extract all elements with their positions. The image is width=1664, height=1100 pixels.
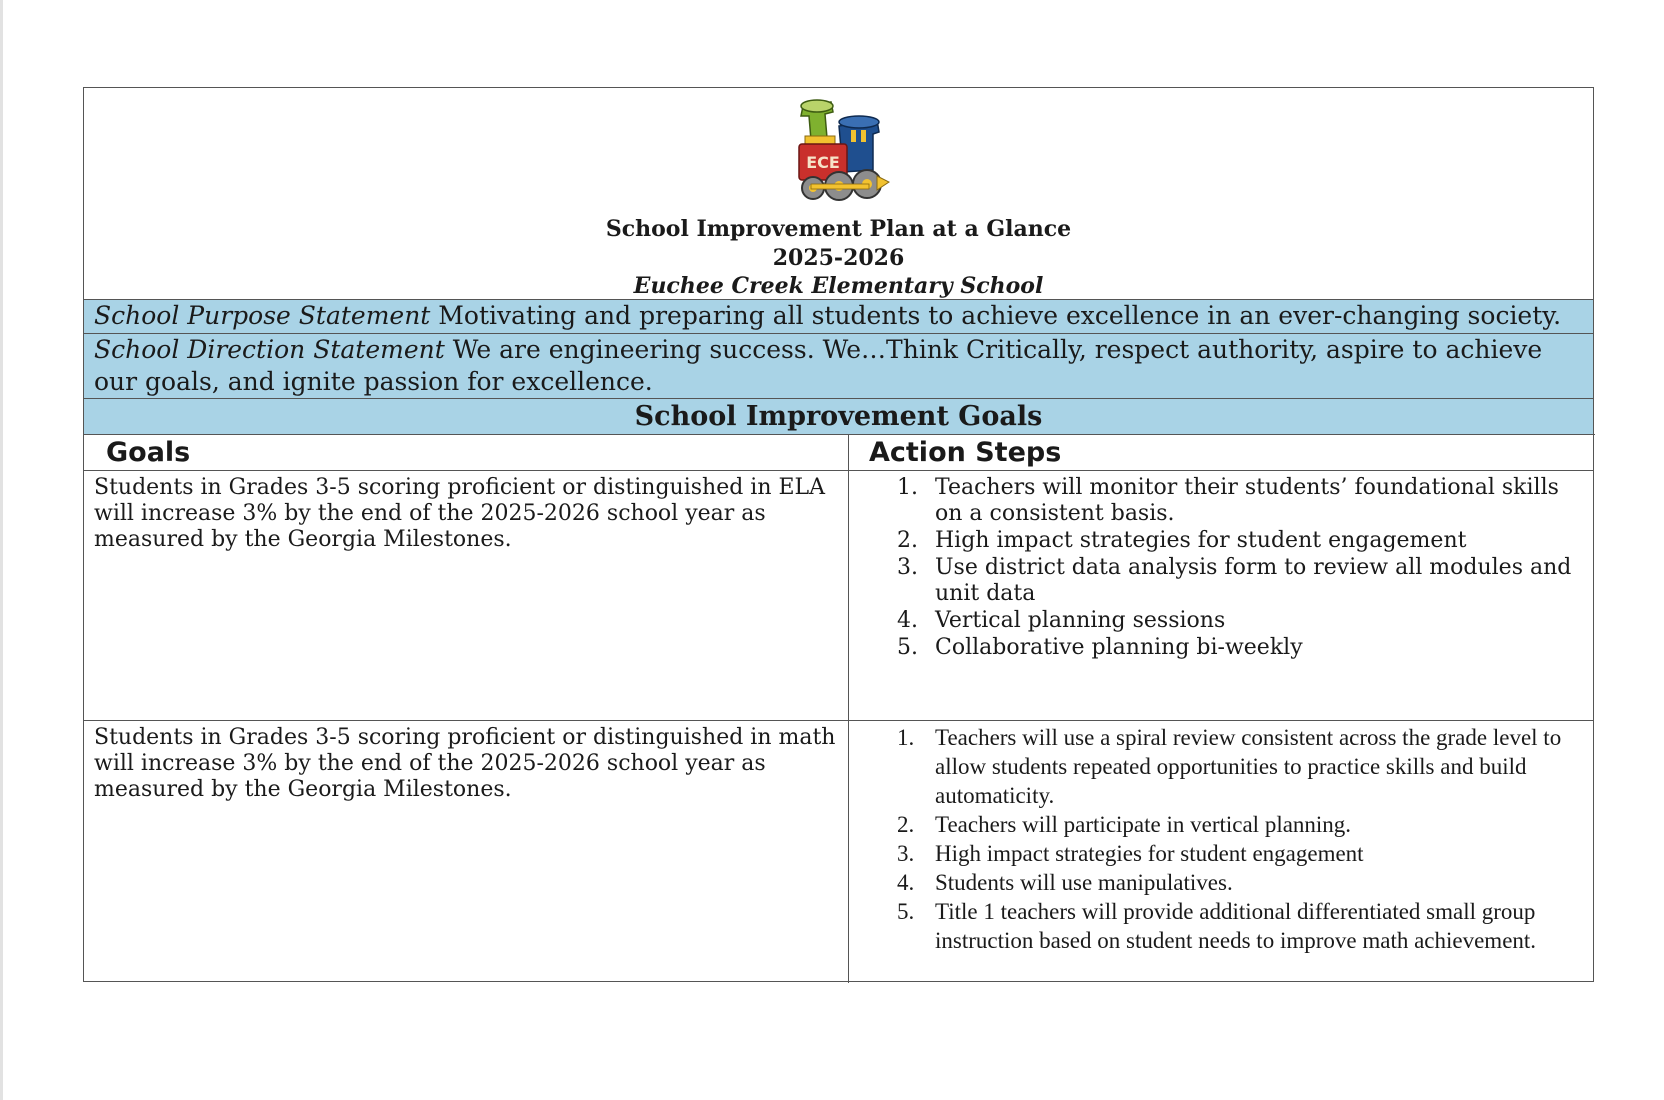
list-item (849, 555, 1585, 607)
list-item (849, 897, 1585, 955)
step-number: 2. (897, 528, 918, 553)
action-steps-column-header: Action Steps (848, 434, 1595, 470)
step-number: 1. (897, 475, 918, 500)
step-number: 4. (897, 870, 915, 895)
step-number: 4. (897, 608, 918, 633)
step-text: Use district data analysis form to review all modules and unit data (935, 555, 1572, 606)
header-block (84, 88, 1593, 299)
list-item (849, 839, 1585, 868)
table-row (84, 720, 1593, 983)
step-number: 2. (897, 812, 915, 837)
purpose-text: Motivating and preparing all students to achieve excellence in an ever-changing society. (438, 301, 1562, 330)
list-item (849, 868, 1585, 897)
step-number: 3. (897, 841, 915, 866)
plan-table (83, 87, 1594, 982)
list-item (849, 635, 1585, 661)
logo-text: ECE (806, 153, 840, 172)
step-text: Collaborative planning bi-weekly (935, 635, 1303, 660)
list-item (849, 810, 1585, 839)
step-text: Teachers will monitor their students’ foundational skills on a consistent basis. (935, 475, 1559, 526)
action-steps-list (849, 723, 1585, 955)
step-number: 5. (897, 635, 918, 660)
action-steps-cell (848, 721, 1595, 983)
step-text: Title 1 teachers will provide additional differentiated small group instruction based on student needs to improve math achievement. (935, 899, 1537, 953)
school-name: Euchee Creek Elementary School (633, 273, 1044, 299)
purpose-statement-band (84, 299, 1593, 333)
goals-heading: School Improvement Goals (84, 398, 1593, 434)
action-steps-cell (848, 471, 1595, 720)
list-item (849, 723, 1585, 810)
goal-cell: Students in Grades 3-5 scoring proficient or distinguished in ELA will increase 3% by the end of the 2025-2026 school year as measured by the Georgia Milestones. (94, 475, 826, 552)
step-number: 5. (897, 899, 915, 924)
direction-label: School Direction Statement (94, 335, 445, 364)
goals-column-header: Goals (84, 434, 848, 470)
step-text: Students will use manipulatives. (935, 870, 1233, 895)
goal-cell: Students in Grades 3-5 scoring proficient or distinguished in math will increase 3% by the end of the 2025-2026 school year as measured by the Georgia Milestones. (94, 725, 836, 802)
list-item (849, 475, 1585, 527)
direction-text: We are engineering success. We…Think Critically, respect authority, aspire to achieve our goals, and ignite passion for excellence. (94, 335, 1543, 396)
direction-statement-band (84, 333, 1593, 398)
step-text: Vertical planning sessions (935, 608, 1226, 633)
step-text: High impact strategies for student engagement (935, 528, 1467, 553)
purpose-label: School Purpose Statement (94, 301, 431, 330)
step-text: Teachers will use a spiral review consistent across the grade level to allow students repeated opportunities to practice skills and build automaticity. (935, 725, 1562, 808)
step-number: 3. (897, 555, 918, 580)
page-edge (0, 0, 3, 1100)
plan-year: 2025-2026 (772, 245, 905, 271)
action-steps-list (849, 475, 1585, 661)
list-item (849, 528, 1585, 554)
step-text: High impact strategies for student engagement (935, 841, 1364, 866)
list-item (849, 608, 1585, 634)
step-text: Teachers will participate in vertical planning. (935, 812, 1352, 837)
plan-title: School Improvement Plan at a Glance (605, 216, 1072, 242)
table-row (84, 470, 1593, 720)
train-logo-icon (781, 98, 893, 203)
step-number: 1. (897, 725, 915, 750)
